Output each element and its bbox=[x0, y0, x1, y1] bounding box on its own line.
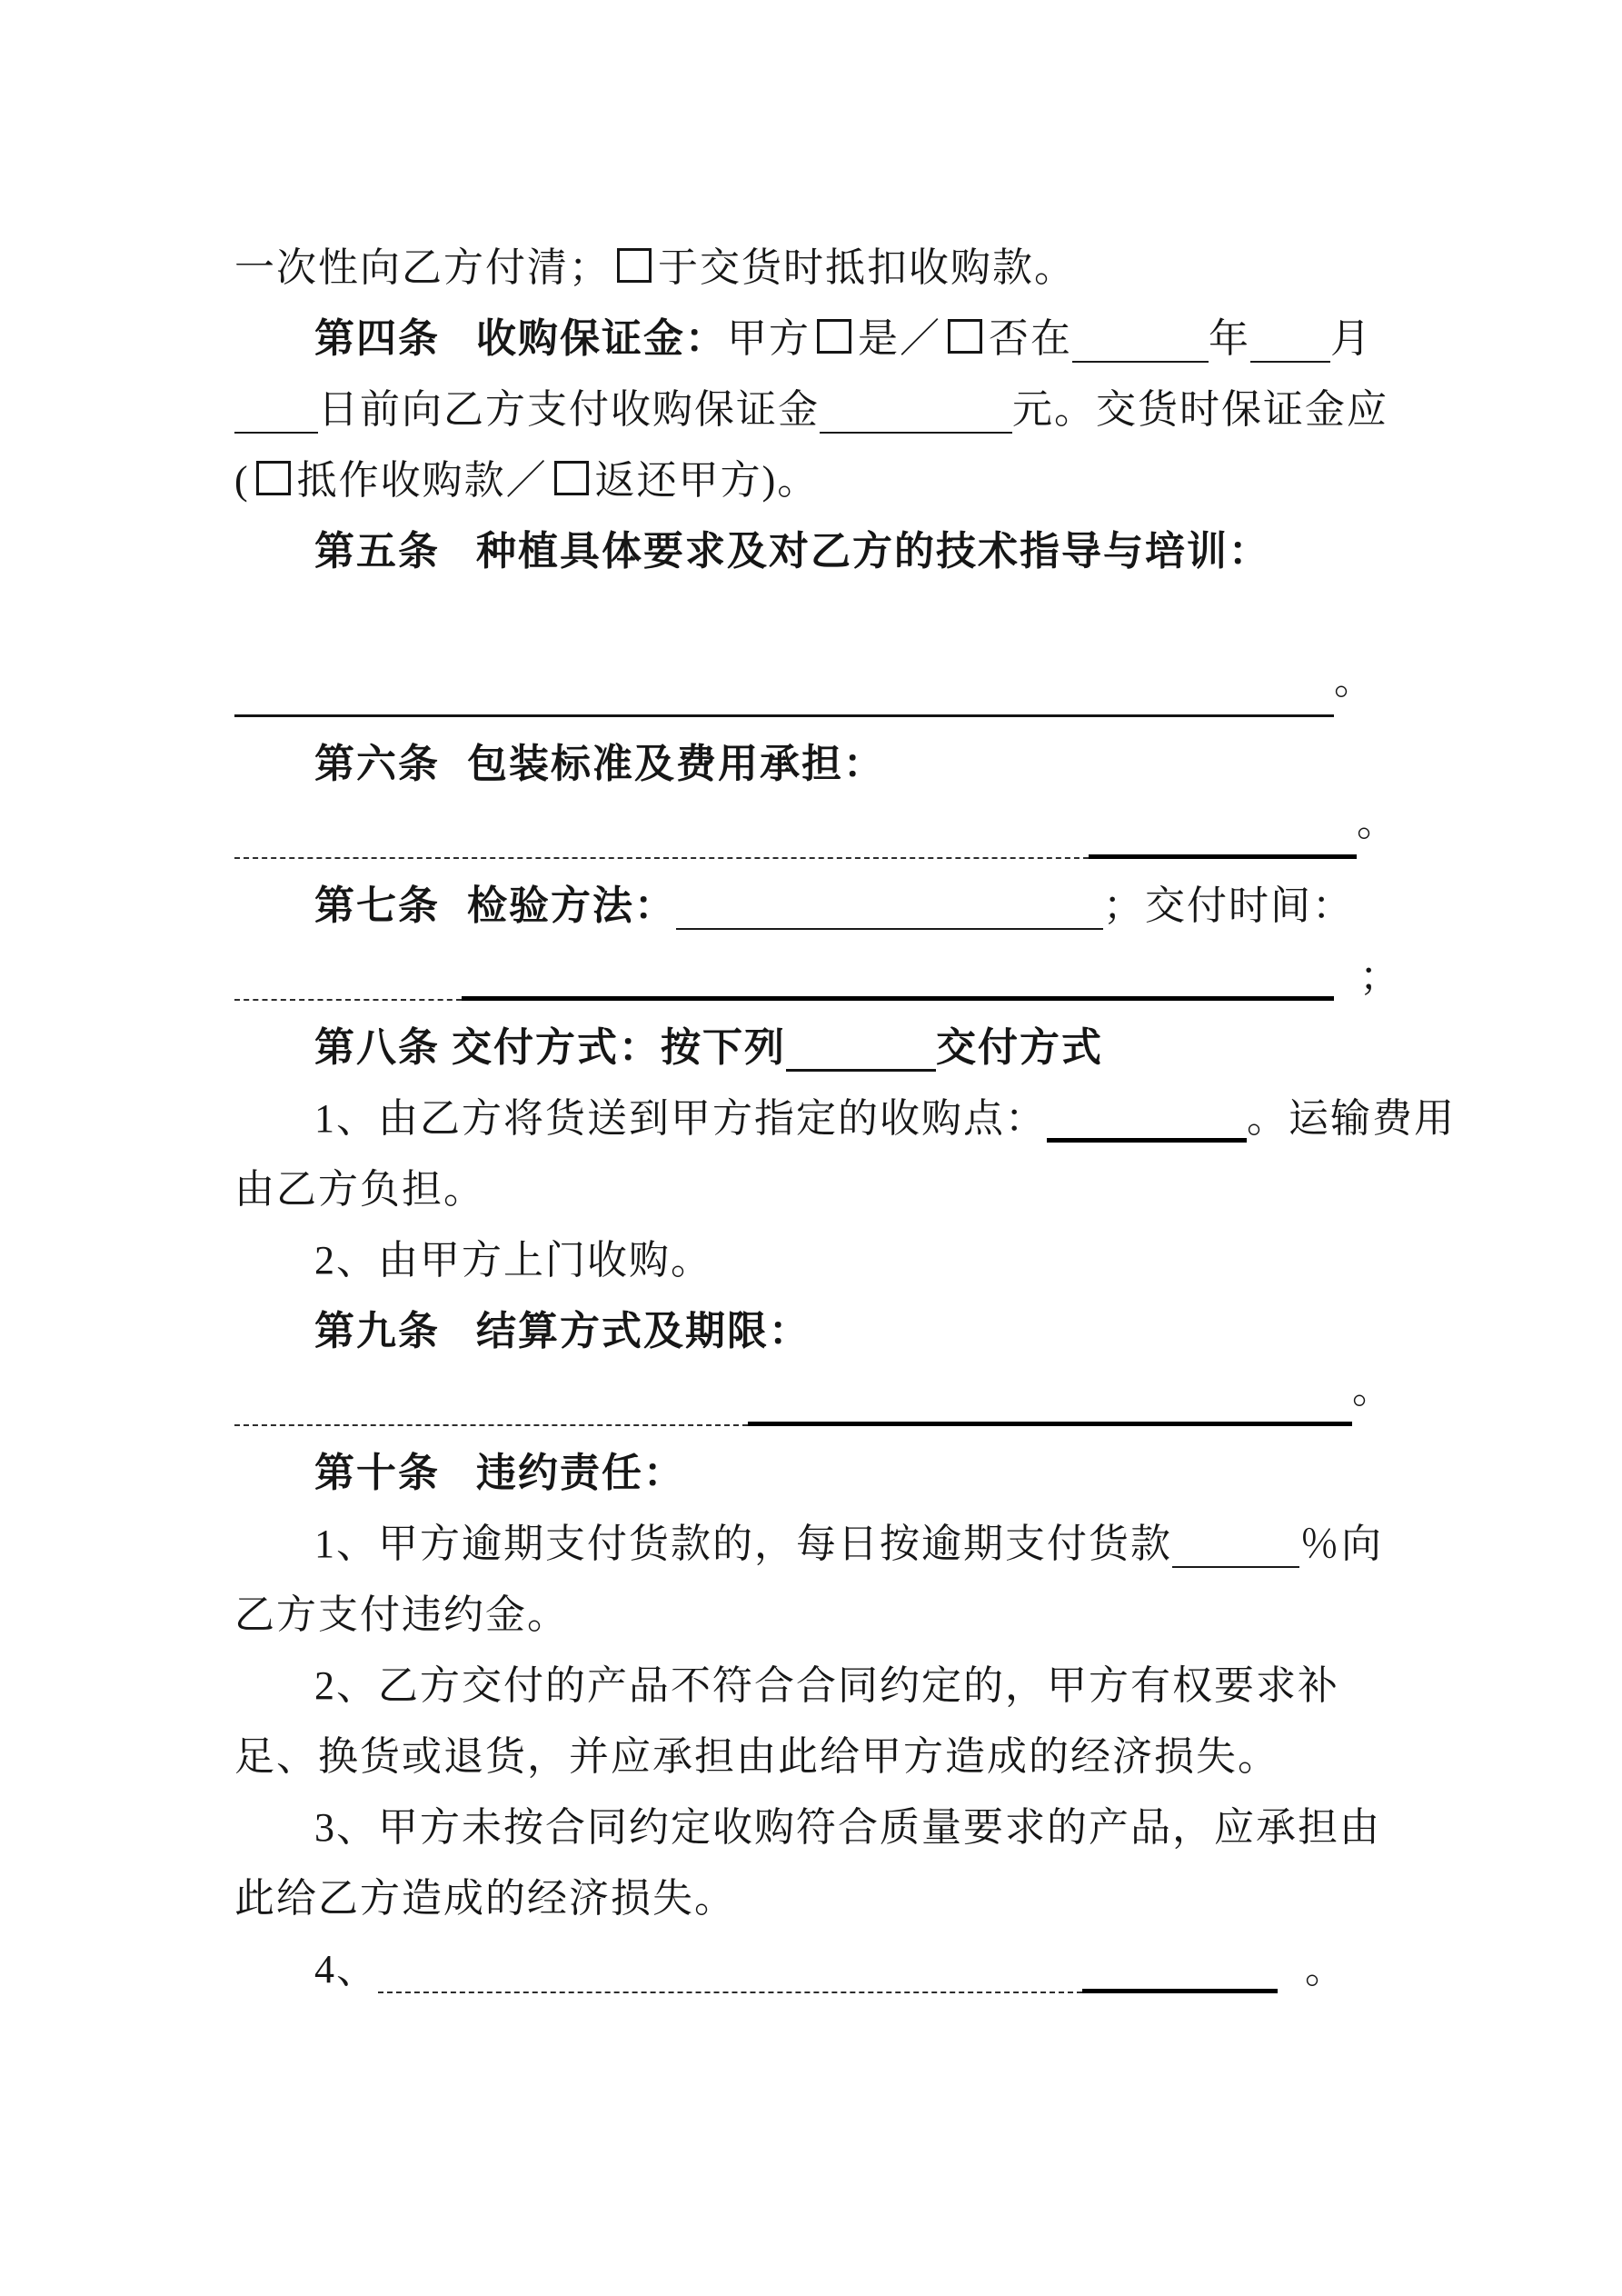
clause-6-heading-line bbox=[234, 729, 1504, 800]
clause-10-item-2 bbox=[234, 1651, 1504, 1722]
checkbox-icon[interactable] bbox=[256, 461, 291, 495]
text-run: 月 bbox=[1330, 316, 1372, 361]
checkbox-icon[interactable] bbox=[554, 461, 589, 495]
clause-10-heading-line bbox=[234, 1438, 1504, 1509]
clause-10-item-2-continuation bbox=[234, 1722, 1504, 1792]
blank-fill-field[interactable] bbox=[820, 395, 1012, 434]
heading-text: 结算方式及期限： bbox=[476, 1309, 811, 1353]
blank-fill-field[interactable] bbox=[1047, 1102, 1247, 1143]
blank-fill-field[interactable] bbox=[234, 821, 1089, 859]
text-run: 是／ bbox=[858, 316, 941, 361]
text-run: ％向 bbox=[1299, 1522, 1383, 1566]
heading-text: 第十条 bbox=[314, 1451, 440, 1495]
text-run: 甲方 bbox=[727, 316, 811, 361]
blank-spacer-line bbox=[234, 587, 1504, 658]
text-run: 。运输费用 bbox=[1247, 1096, 1456, 1141]
clause-7-fill-line bbox=[234, 942, 1504, 1013]
text-run: 乙方支付违约金。 bbox=[234, 1592, 569, 1637]
text-run: 。 bbox=[1305, 1947, 1347, 1992]
blank-fill-field[interactable] bbox=[786, 1033, 936, 1072]
para-deposit-payment-continuation bbox=[234, 233, 1504, 304]
clause-10-item-1 bbox=[234, 1509, 1504, 1580]
clause-9-heading-line bbox=[234, 1296, 1504, 1367]
text-run: 1、由乙方将货送到甲方指定的收购点： bbox=[314, 1096, 1047, 1141]
checkbox-icon[interactable] bbox=[817, 319, 851, 354]
text-run: 此给乙方造成的经济损失。 bbox=[234, 1876, 736, 1921]
text-run: 1、甲方逾期支付货款的，每日按逾期支付货款 bbox=[314, 1522, 1172, 1566]
heading-text: 第四条 bbox=[314, 316, 440, 361]
text-run: 4、 bbox=[314, 1947, 378, 1992]
heading-text: 违约责任： bbox=[476, 1451, 685, 1495]
text-run: 由乙方负担。 bbox=[234, 1167, 485, 1212]
text-run: 返还甲方)。 bbox=[594, 458, 820, 503]
text-run: 于交货时抵扣收购款。 bbox=[658, 245, 1076, 290]
text-run: 3、甲方未按合同约定收购符合质量要求的产品，应承担由 bbox=[314, 1805, 1381, 1850]
text-run: 2、乙方交付的产品不符合合同约定的，甲方有权要求补 bbox=[314, 1663, 1339, 1708]
blank-fill-field[interactable] bbox=[676, 892, 1103, 930]
checkbox-icon[interactable] bbox=[948, 319, 982, 354]
text-run: 年 bbox=[1209, 316, 1250, 361]
text-run: 足、换货或退货，并应承担由此给甲方造成的经济损失。 bbox=[234, 1734, 1279, 1779]
period-mark: 。 bbox=[1334, 658, 1376, 703]
clause-6-fill-line bbox=[234, 800, 1504, 871]
text-run: ；交付时间： bbox=[1103, 883, 1354, 928]
clause-4-heading-line bbox=[234, 304, 1504, 374]
heading-text: 收购保证金： bbox=[476, 316, 727, 361]
heading-text: 第九条 bbox=[314, 1309, 440, 1353]
heading-text: 交付方式 bbox=[936, 1025, 1103, 1070]
document-body bbox=[234, 233, 1504, 2005]
blank-fill-field[interactable] bbox=[462, 960, 1334, 1001]
heading-text: 第五条 bbox=[314, 529, 440, 574]
clause-5-heading-line bbox=[234, 516, 1504, 587]
clause-10-item-3 bbox=[234, 1792, 1504, 1863]
period-mark: 。 bbox=[1352, 1367, 1394, 1412]
heading-text: 包装标准及费用承担： bbox=[467, 742, 885, 786]
blank-fill-field[interactable] bbox=[234, 678, 1334, 717]
clause-10-item-1-continuation bbox=[234, 1580, 1504, 1651]
blank-fill-field[interactable] bbox=[748, 1385, 1352, 1426]
blank-fill-field[interactable] bbox=[234, 395, 318, 434]
clause-8-item-1-continuation bbox=[234, 1154, 1504, 1225]
heading-text: 第八条 交付方式：按下列 bbox=[314, 1025, 786, 1070]
blank-fill-field[interactable] bbox=[234, 1388, 748, 1426]
blank-fill-field[interactable] bbox=[1250, 324, 1330, 363]
blank-fill-field[interactable] bbox=[1072, 324, 1209, 363]
clause-8-item-1 bbox=[234, 1083, 1504, 1154]
heading-text: 第六条 bbox=[314, 742, 440, 786]
text-run: ( bbox=[234, 458, 250, 503]
clause-5-fill-line bbox=[234, 658, 1504, 729]
text-run: 元。交货时保证金应 bbox=[1012, 387, 1388, 432]
clause-8-heading-line bbox=[234, 1013, 1504, 1083]
text-run: 否在 bbox=[989, 316, 1072, 361]
blank-fill-field[interactable] bbox=[234, 963, 462, 1001]
clause-7-heading-line bbox=[234, 871, 1504, 942]
text-run: ； bbox=[1359, 954, 1401, 999]
clause-9-fill-line bbox=[234, 1367, 1504, 1438]
text-run: 一次性向乙方付清； bbox=[234, 245, 611, 290]
text-run: 日前向乙方支付收购保证金 bbox=[318, 387, 820, 432]
blank-fill-field[interactable] bbox=[1089, 818, 1357, 859]
blank-fill-field[interactable] bbox=[1172, 1530, 1299, 1568]
clause-10-item-3-continuation bbox=[234, 1863, 1504, 1934]
clause-4-continuation-2 bbox=[234, 445, 1504, 516]
text-run: 抵作收购款／ bbox=[296, 458, 548, 503]
clause-4-continuation-1 bbox=[234, 374, 1504, 445]
blank-fill-field[interactable] bbox=[1082, 1952, 1278, 1993]
heading-text: 种植具体要求及对乙方的技术指导与培训： bbox=[476, 529, 1270, 574]
clause-8-item-2 bbox=[234, 1225, 1504, 1296]
heading-text: 检验方法： bbox=[467, 883, 676, 928]
heading-text: 第七条 bbox=[314, 883, 440, 928]
period-mark: 。 bbox=[1357, 800, 1398, 844]
blank-fill-field[interactable] bbox=[378, 1955, 1082, 1993]
clause-10-item-4 bbox=[234, 1934, 1504, 2005]
checkbox-icon[interactable] bbox=[617, 248, 652, 283]
text-run: 2、由甲方上门收购。 bbox=[314, 1238, 712, 1283]
